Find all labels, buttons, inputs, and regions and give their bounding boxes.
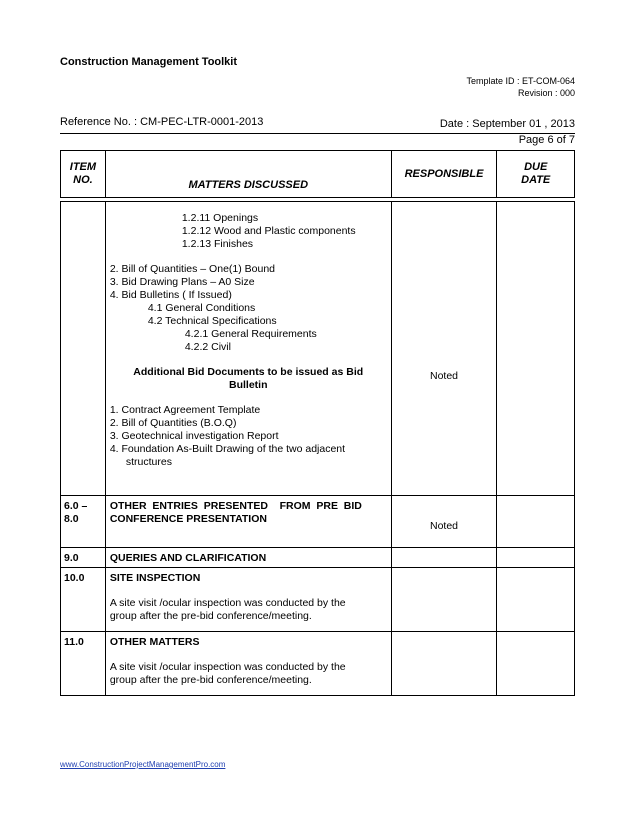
table-row (61, 496, 575, 548)
item-cell (61, 202, 106, 496)
table-header-row (61, 151, 575, 198)
template-id: Template ID : ET-COM-064 (466, 76, 575, 86)
matters-cell: OTHER ENTRIES PRESENTED FROM PRE BID CONFERENCE PRESENTATION (105, 496, 391, 548)
item-cell: 9.0 (61, 548, 106, 568)
responsible-cell (391, 632, 497, 696)
due-date-cell (497, 568, 575, 632)
page-number: Page 6 of 7 (518, 134, 575, 146)
item-cell: 11.0 (61, 632, 106, 696)
footer-link[interactable]: www.ConstructionProjectManagementPro.com (60, 760, 226, 769)
matters-cell (105, 202, 391, 496)
table-row (61, 568, 575, 632)
table-row (61, 202, 575, 496)
header-matters-discussed: MATTERS DISCUSSED (105, 151, 391, 198)
header-responsible: RESPONSIBLE (391, 151, 497, 198)
header-divider (60, 133, 575, 134)
header-item-no: ITEM NO. (61, 151, 106, 198)
bulletin-heading: Additional Bid Documents to be issued as Bid Bulletin (133, 366, 364, 391)
header-due-date: DUE DATE (497, 151, 575, 198)
template-info (466, 75, 575, 99)
document-date: Date : September 01 , 2013 (439, 118, 575, 130)
list-item: 4. Bid Bulletins ( If Issued) (109, 289, 232, 301)
due-date-cell (497, 202, 575, 496)
list-item: 1. Contract Agreement Template (109, 404, 261, 416)
table-row (61, 548, 575, 568)
list-item: 4.2.1 General Requirements (184, 328, 317, 340)
list-item: 4. Foundation As-Built Drawing of the two adjacent (109, 443, 346, 455)
due-date-cell (497, 632, 575, 696)
item-cell: 10.0 (61, 568, 106, 632)
list-item: 4.1 General Conditions (147, 302, 256, 314)
list-item: 1.2.11 Openings (181, 212, 259, 224)
list-item: 4.2 Technical Specifications (147, 315, 277, 327)
toolkit-title: Construction Management Toolkit (60, 56, 238, 68)
due-date-cell (497, 496, 575, 548)
due-date-cell (497, 548, 575, 568)
responsible-cell (391, 548, 497, 568)
list-item: 2. Bill of Quantities (B.O.Q) (109, 417, 237, 429)
revision: Revision : 000 (517, 88, 575, 98)
responsible-cell: Noted (391, 496, 497, 548)
minutes-table (60, 150, 575, 696)
item-cell: 6.0 – 8.0 (61, 496, 106, 548)
matters-cell: OTHER MATTERS A site visit /ocular inspection was conducted by the group after the pre-bid conference/meeting. (105, 632, 391, 696)
list-item: 1.2.12 Wood and Plastic components (181, 225, 356, 237)
list-item: 1.2.13 Finishes (181, 238, 254, 250)
matters-cell: QUERIES AND CLARIFICATION (105, 548, 391, 568)
table-row (61, 632, 575, 696)
responsible-cell (391, 568, 497, 632)
list-item: 3. Geotechnical investigation Report (109, 430, 279, 442)
list-item-continuation: structures (125, 456, 172, 468)
date-block (440, 116, 575, 148)
reference-no: Reference No. : CM-PEC-LTR-0001-2013 (60, 116, 264, 128)
list-item: 3. Bid Drawing Plans – A0 Size (109, 276, 255, 288)
list-item: 2. Bill of Quantities – One(1) Bound (109, 263, 276, 275)
responsible-cell: Noted (391, 202, 497, 496)
matters-cell: SITE INSPECTION A site visit /ocular inspection was conducted by the group after the pre-bid conference/meeting. (105, 568, 391, 632)
list-item: 4.2.2 Civil (184, 341, 231, 353)
